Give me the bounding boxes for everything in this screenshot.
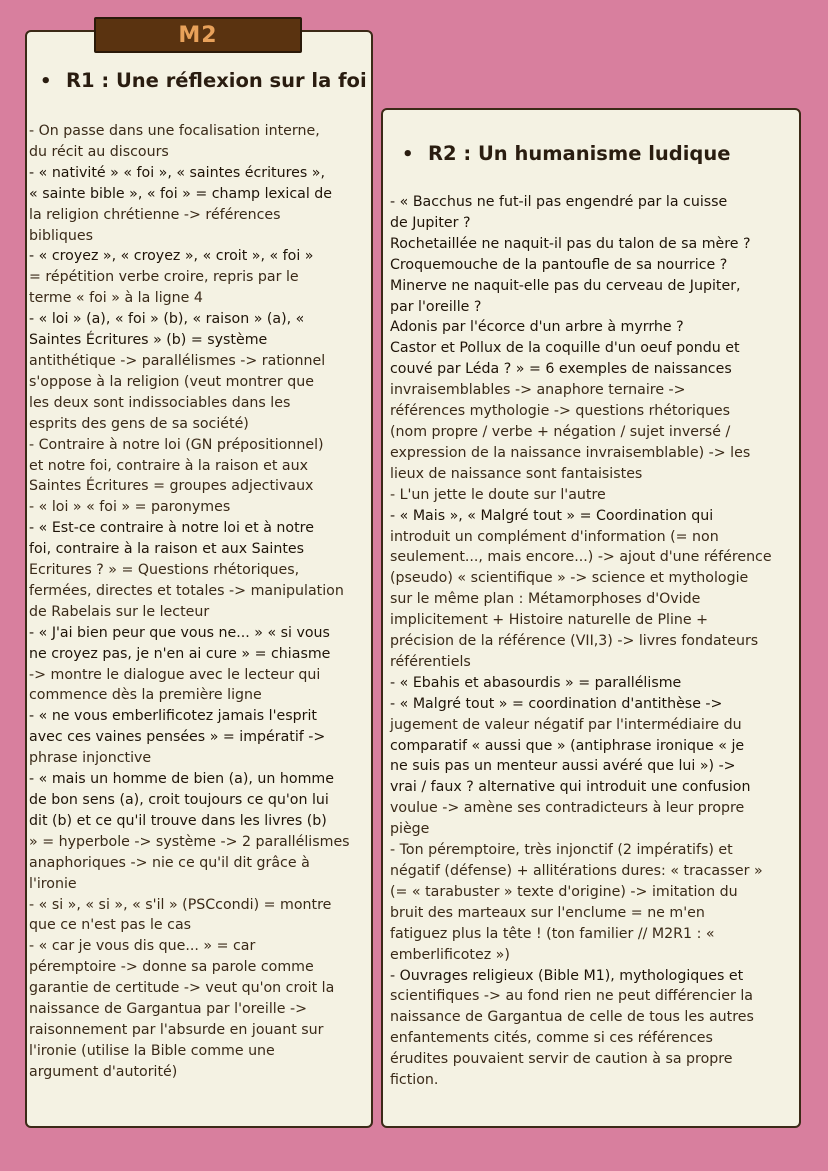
text-line: = répétition verbe croire, repris par le: [29, 269, 299, 286]
text-line: - « J'ai bien peur que vous ne... » « si vous: [29, 624, 330, 641]
text-line: - Ton péremptoire, très injonctif (2 impératifs) et: [390, 842, 733, 859]
section-body-r1: [29, 121, 371, 1083]
text-line: garantie de certitude -> veut qu'on croit la: [29, 980, 335, 997]
text-line: Saintes Écritures » (b) = système: [29, 332, 268, 349]
text-line: - Ouvrages religieux (Bible M1), mythologiques et: [390, 967, 744, 984]
text-line: - « croyez », « croyez », « croit », « foi »: [29, 248, 314, 265]
text-line: Castor et Pollux de la coquille d'un oeuf pondu et: [390, 340, 740, 357]
text-line: - On passe dans une focalisation interne,: [29, 123, 320, 139]
text-line: foi, contraire à la raison et aux Saintes: [29, 541, 305, 558]
text-line: voulue -> amène ses contradicteurs à leur propre: [390, 800, 745, 817]
text-line: implicitement + Histoire naturelle de Pline +: [390, 612, 709, 629]
text-line: anaphoriques -> nie ce qu'il dit grâce à: [29, 854, 310, 871]
text-line: - « ne vous emberlificotez jamais l'esprit: [29, 708, 317, 725]
text-line: argument d'autorité): [29, 1063, 178, 1080]
text-line: jugement de valeur négatif par l'intermédiaire du: [390, 716, 742, 733]
text-line: - Contraire à notre loi (GN prépositionnel): [29, 436, 324, 453]
text-line: terme « foi » à la ligne 4: [29, 290, 203, 307]
text-line: - L'un jette le doute sur l'autre: [390, 486, 606, 503]
bullet-icon: •: [402, 144, 414, 165]
text-line: raisonnement par l'absurde en jouant sur: [29, 1021, 324, 1038]
text-line: Ecritures ? » = Questions rhétoriques,: [29, 562, 300, 579]
text-line: fatiguez plus la tête ! (ton familier // M2R1 : «: [390, 925, 715, 942]
text-line: (= « tarabuster » texte d'origine) -> imitation du: [390, 883, 738, 900]
text-line: lieux de naissance sont fantaisistes: [390, 465, 643, 482]
text-line: et notre foi, contraire à la raison et aux: [29, 457, 308, 474]
bullet-icon: •: [40, 71, 52, 92]
text-line: l'ironie (utilise la Bible comme une: [29, 1042, 275, 1059]
text-line: précision de la référence (VII,3) -> livres fondateurs: [390, 633, 759, 650]
text-line: de Jupiter ?: [390, 214, 471, 231]
text-line: vrai / faux ? alternative qui introduit une confusion: [390, 779, 751, 796]
text-line: - « si », « si », « s'il » (PSCcondi) = montre: [29, 896, 332, 913]
text-line: emberlificotez »): [390, 946, 510, 963]
text-line: - « Ebahis et abasourdis » = parallélisme: [390, 674, 682, 691]
text-line: - « Bacchus ne fut-il pas engendré par la cuisse: [390, 194, 728, 210]
text-line: naissance de Gargantua de celle de tous les autres: [390, 1009, 754, 1026]
text-line: ne suis pas un menteur aussi avéré que lui ») ->: [390, 758, 736, 775]
text-line: de Rabelais sur le lecteur: [29, 603, 210, 620]
text-line: naissance de Gargantua par l'oreille ->: [29, 1001, 307, 1018]
text-line: (nom propre / verbe + négation / sujet inversé /: [390, 423, 731, 440]
text-line: bibliques: [29, 227, 93, 244]
section-tab-label: M2: [94, 17, 302, 53]
text-line: par l'oreille ?: [390, 298, 482, 315]
text-line: Saintes Écritures = groupes adjectivaux: [29, 478, 314, 495]
text-line: la religion chrétienne -> références: [29, 206, 281, 223]
text-line: sur le même plan : Métamorphoses d'Ovide: [390, 591, 701, 608]
text-line: esprits des gens de sa société): [29, 415, 249, 432]
text-line: érudites pouvaient servir de caution à sa propre: [390, 1051, 733, 1068]
text-line: s'oppose à la religion (veut montrer que: [29, 373, 315, 390]
text-line: dit (b) et ce qu'il trouve dans les livres (b): [29, 812, 327, 829]
text-line: - « car je vous dis que... » = car: [29, 938, 256, 955]
text-line: - « loi » (a), « foi » (b), « raison » (a), «: [29, 311, 305, 328]
text-line: - « mais un homme de bien (a), un homme: [29, 771, 334, 788]
text-line: couvé par Léda ? » = 6 exemples de naissances: [390, 361, 732, 378]
section-heading-r1: [40, 69, 367, 92]
section-heading-r2: [402, 142, 731, 165]
text-line: péremptoire -> donne sa parole comme: [29, 959, 314, 976]
text-line: expression de la naissance invraisemblable) -> les: [390, 444, 751, 461]
text-line: - « Malgré tout » = coordination d'antithèse ->: [390, 695, 723, 712]
text-line: avec ces vaines pensées » = impératif ->: [29, 729, 326, 746]
text-line: - « nativité » « foi », « saintes écritures »,: [29, 164, 325, 181]
text-line: invraisemblables -> anaphore ternaire ->: [390, 382, 686, 399]
text-line: (pseudo) « scientifique » -> science et mythologie: [390, 570, 749, 587]
text-line: -> montre le dialogue avec le lecteur qui: [29, 666, 321, 683]
text-line: les deux sont indissociables dans les: [29, 394, 291, 411]
text-line: du récit au discours: [29, 143, 169, 160]
text-line: enfantements cités, comme si ces références: [390, 1030, 713, 1047]
text-line: introduit un complément d'information (= non: [390, 528, 719, 545]
text-line: bruit des marteaux sur l'enclume = ne m'en: [390, 904, 705, 921]
text-line: Minerve ne naquit-elle pas du cerveau de Jupiter,: [390, 277, 741, 294]
text-line: fiction.: [390, 1072, 439, 1089]
section-title-r1: R1 : Une réflexion sur la foi: [66, 69, 367, 92]
section-title-r2: R2 : Un humanisme ludique: [428, 142, 731, 165]
text-line: » = hyperbole -> système -> 2 parallélismes: [29, 833, 350, 850]
text-line: - « loi » « foi » = paronymes: [29, 499, 231, 516]
text-line: Rochetaillée ne naquit-il pas du talon de sa mère ?: [390, 235, 751, 252]
text-line: références mythologie -> questions rhétoriques: [390, 403, 731, 420]
text-line: référentiels: [390, 653, 471, 670]
text-line: commence dès la première ligne: [29, 687, 262, 704]
text-line: ne croyez pas, je n'en ai cure » = chiasme: [29, 645, 331, 662]
text-line: que ce n'est pas le cas: [29, 917, 192, 934]
text-line: fermées, directes et totales -> manipulation: [29, 582, 344, 599]
text-line: l'ironie: [29, 875, 77, 892]
text-line: Adonis par l'écorce d'un arbre à myrrhe ?: [390, 319, 684, 336]
text-line: comparatif « aussi que » (antiphrase ironique « je: [390, 737, 745, 754]
text-line: de bon sens (a), croit toujours ce qu'on lui: [29, 792, 329, 808]
text-line: - « Est-ce contraire à notre loi et à notre: [29, 520, 314, 537]
section-body-r2: [390, 192, 798, 1091]
text-line: « sainte bible », « foi » = champ lexical de: [29, 185, 333, 202]
text-line: négatif (défense) + allitérations dures: « tracasser »: [390, 863, 763, 879]
text-line: piège: [390, 821, 430, 838]
text-line: phrase injonctive: [29, 750, 152, 767]
text-line: seulement..., mais encore...) -> ajout d'une référence: [390, 549, 772, 566]
text-line: scientifiques -> au fond rien ne peut différencier la: [390, 988, 753, 1005]
text-line: antithétique -> parallélismes -> rationnel: [29, 352, 326, 369]
text-line: Croquemouche de la pantoufle de sa nourrice ?: [390, 256, 728, 273]
text-line: - « Mais », « Malgré tout » = Coordination qui: [390, 507, 714, 524]
